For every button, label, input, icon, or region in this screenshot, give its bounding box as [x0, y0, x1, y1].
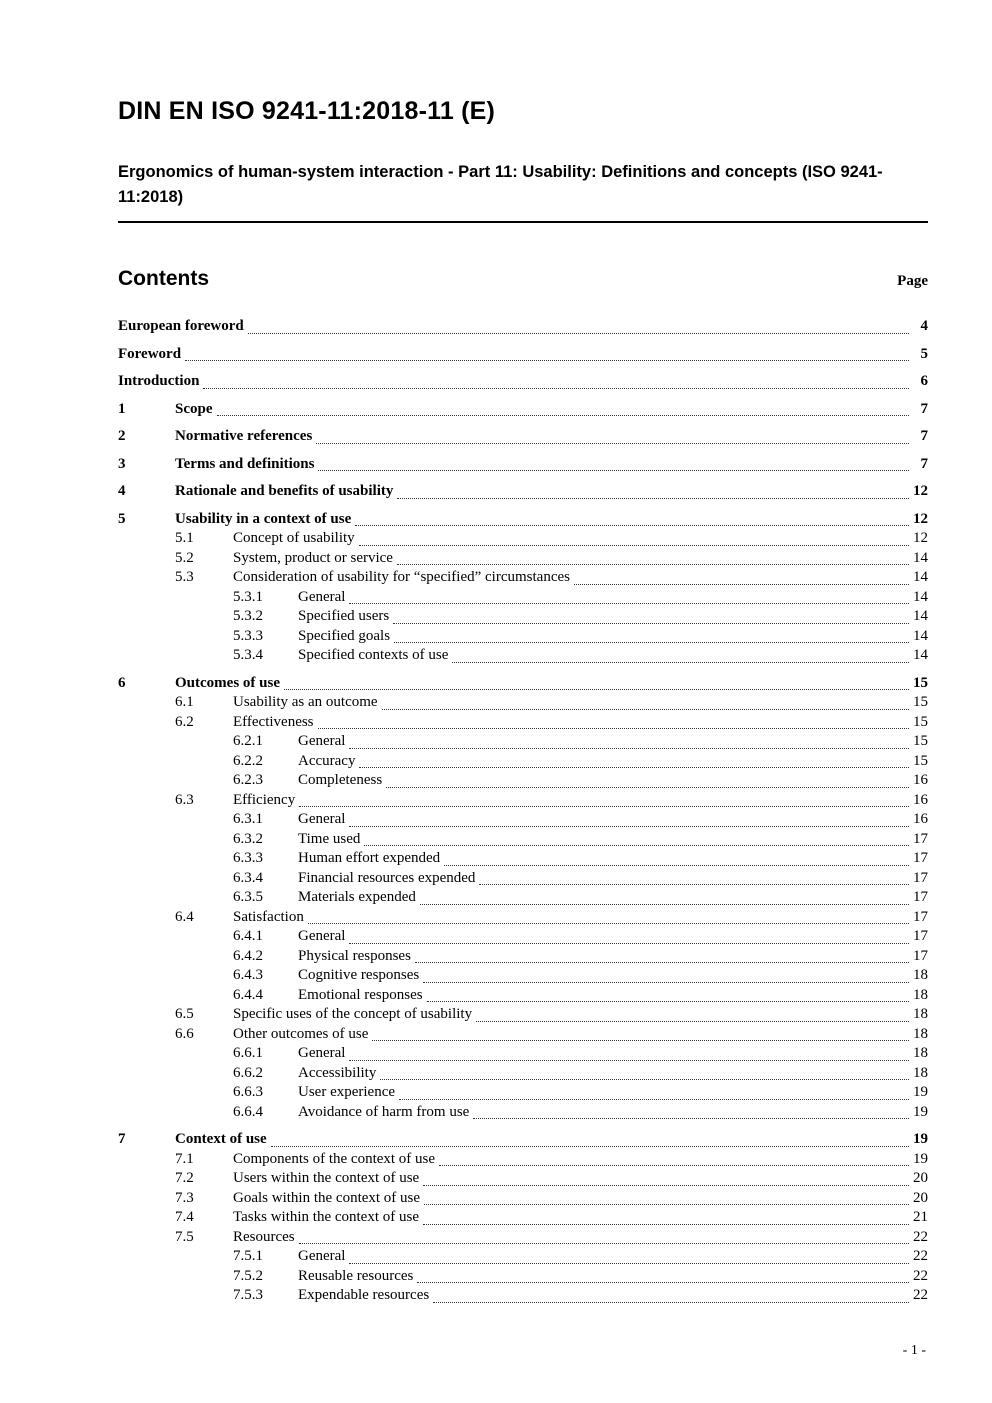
toc-entry-label: Specified users	[298, 608, 390, 624]
toc-entry	[118, 455, 928, 475]
toc-entry-label: Materials expended	[298, 889, 416, 905]
toc-entry	[118, 1247, 928, 1267]
toc-entry-label: Consideration of usability for “specified” circumstances	[233, 569, 570, 585]
toc-entry	[118, 427, 928, 447]
toc-entry-number: 6.3.3	[233, 850, 263, 866]
toc-entry-page: 7	[920, 400, 928, 417]
toc-entry-page: 19	[913, 1084, 928, 1100]
toc-dot-leader	[372, 1025, 909, 1042]
toc-dot-leader	[349, 810, 909, 827]
toc-entry-page: 18	[913, 1025, 928, 1042]
toc-entry-number: 6.2	[175, 713, 194, 730]
toc-entry-number: 6.4.1	[233, 928, 263, 944]
toc-entry-label: Introduction	[118, 373, 200, 389]
toc-entry-page: 14	[913, 608, 928, 624]
toc-entry-page: 22	[913, 1248, 928, 1264]
toc-entry	[118, 986, 928, 1006]
toc-entry-number: 2	[118, 428, 126, 444]
toc-entry-page: 17	[913, 928, 928, 944]
toc-entry-label: General	[298, 811, 346, 827]
toc-entry-number: 6.6.4	[233, 1103, 263, 1120]
toc-entry	[118, 732, 928, 752]
toc-dot-leader	[364, 830, 909, 847]
toc-dot-leader	[349, 588, 909, 605]
toc-entry-page: 21	[913, 1209, 928, 1225]
toc-entry	[118, 1150, 928, 1170]
toc-entry	[118, 1189, 928, 1209]
toc-entry-number: 7.5.1	[233, 1248, 263, 1264]
toc-dot-leader	[349, 732, 909, 749]
toc-entry	[118, 1208, 928, 1228]
toc-entry	[118, 549, 928, 569]
toc-entry-page: 17	[913, 889, 928, 905]
toc-entry-page: 18	[913, 986, 928, 1003]
toc-entry-number: 7.2	[175, 1170, 194, 1186]
toc-dot-leader	[433, 1286, 909, 1303]
toc-entry-label: Components of the context of use	[233, 1150, 436, 1167]
toc-dot-leader	[393, 607, 909, 624]
toc-dot-leader	[386, 771, 909, 788]
toc-entry-page: 14	[913, 588, 928, 605]
toc-entry-page: 15	[913, 674, 928, 691]
toc-dot-leader	[423, 966, 909, 983]
toc-entry-page: 15	[913, 752, 928, 769]
toc-entry-label: Scope	[175, 400, 213, 417]
toc-entry-number: 6.3.1	[233, 811, 263, 827]
toc-entry-page: 6	[920, 373, 928, 389]
toc-entry	[118, 510, 928, 530]
toc-dot-leader	[359, 529, 909, 546]
toc-dot-leader	[444, 849, 909, 866]
toc-entry	[118, 752, 928, 772]
toc-entry-number: 6.3.5	[233, 889, 263, 905]
toc-entry-number: 6.4.2	[233, 947, 263, 964]
toc-entry-label: Efficiency	[233, 791, 296, 808]
toc-entry-number: 6.4.4	[233, 986, 263, 1003]
toc-dot-leader	[420, 888, 909, 905]
toc-entry	[118, 771, 928, 791]
toc-entry	[118, 1130, 928, 1150]
toc-entry-label: Outcomes of use	[175, 674, 280, 691]
toc-entry	[118, 345, 928, 365]
toc-entry	[118, 1005, 928, 1025]
toc-entry-page: 22	[913, 1267, 928, 1284]
toc-entry-label: Completeness	[298, 772, 383, 788]
document-title: Ergonomics of human-system interaction - Part 11: Usability: Definitions and concepts (ISO 9241-11:2018)	[118, 163, 883, 206]
toc-dot-leader	[271, 1130, 909, 1147]
toc-entry-label: Foreword	[118, 345, 182, 362]
toc-entry-page: 4	[920, 318, 928, 334]
toc-entry	[118, 317, 928, 337]
toc-entry-page: 14	[913, 549, 928, 566]
toc-entry-page: 17	[913, 908, 928, 925]
toc-entry-page: 15	[913, 694, 928, 710]
toc-entry-label: Physical responses	[298, 947, 411, 964]
toc-entry	[118, 1286, 928, 1306]
toc-entry-label: Goals within the context of use	[233, 1189, 421, 1206]
toc-entry-number: 3	[118, 455, 126, 472]
toc-entry	[118, 791, 928, 811]
toc-entry	[118, 568, 928, 588]
toc-entry	[118, 693, 928, 713]
toc-dot-leader	[299, 1228, 909, 1245]
toc-entry-page: 12	[913, 530, 928, 546]
toc-entry-page: 18	[913, 1064, 928, 1081]
toc-entry-label: General	[298, 588, 346, 605]
toc-entry-number: 6	[118, 674, 126, 691]
toc-entry	[118, 607, 928, 627]
toc-entry-page: 17	[913, 850, 928, 866]
toc-entry	[118, 869, 928, 889]
toc-entry	[118, 966, 928, 986]
toc-entry-number: 6.2.2	[233, 752, 263, 769]
toc-entry-page: 5	[920, 345, 928, 362]
toc-entry-number: 6.3	[175, 791, 194, 808]
toc-entry-page: 12	[913, 510, 928, 527]
toc-entry-number: 5.3	[175, 569, 194, 585]
toc-entry	[118, 627, 928, 647]
toc-entry	[118, 674, 928, 694]
toc-entry-page: 17	[913, 830, 928, 847]
toc-dot-leader	[359, 752, 909, 769]
toc-entry-number: 7.5.3	[233, 1287, 263, 1303]
toc-dot-leader	[203, 372, 909, 389]
toc-entry	[118, 1044, 928, 1064]
toc-entry-number: 6.6	[175, 1025, 194, 1042]
toc-entry-page: 15	[913, 713, 928, 730]
toc-entry	[118, 849, 928, 869]
toc-dot-leader	[382, 693, 909, 710]
toc-entry-page: 12	[913, 483, 928, 499]
toc-entry-label: Time used	[298, 830, 361, 847]
toc-entry-label: Rationale and benefits of usability	[175, 483, 394, 499]
toc-entry-page: 16	[913, 772, 928, 788]
toc-entry-label: Reusable resources	[298, 1267, 414, 1284]
toc-entry	[118, 888, 928, 908]
toc-entry-label: Specified goals	[298, 627, 391, 644]
toc-entry-label: Cognitive responses	[298, 967, 420, 983]
toc-entry-label: Context of use	[175, 1131, 267, 1147]
toc-dot-leader	[397, 549, 909, 566]
toc-entry-label: Avoidance of harm from use	[298, 1103, 470, 1120]
toc-entry-page: 18	[913, 1006, 928, 1022]
toc-entry-label: System, product or service	[233, 549, 393, 566]
toc-entry-label: Accessibility	[298, 1064, 377, 1081]
toc-entry	[118, 713, 928, 733]
toc-entry-label: General	[298, 928, 346, 944]
toc-entry-label: Specific uses of the concept of usability	[233, 1006, 473, 1022]
toc-entry-number: 6.6.2	[233, 1064, 263, 1081]
toc-entry	[118, 529, 928, 549]
toc-entry-label: Expendable resources	[298, 1287, 430, 1303]
toc-entry	[118, 372, 928, 392]
toc-entry	[118, 947, 928, 967]
toc-entry-number: 7.1	[175, 1150, 194, 1167]
toc-entry-label: Users within the context of use	[233, 1170, 420, 1186]
toc-entry-label: Terms and definitions	[175, 455, 315, 472]
toc-entry	[118, 1267, 928, 1287]
toc-dot-leader	[349, 927, 909, 944]
toc-entry-number: 7	[118, 1131, 126, 1147]
toc-entry-label: General	[298, 733, 346, 749]
toc-entry-page: 14	[913, 569, 928, 585]
toc-entry-page: 22	[913, 1287, 928, 1303]
toc-entry-number: 6.2.3	[233, 772, 263, 788]
toc-dot-leader	[380, 1064, 909, 1081]
toc-entry-label: Other outcomes of use	[233, 1025, 369, 1042]
toc-entry-page: 7	[920, 428, 928, 444]
toc-entry-number: 5.3.4	[233, 647, 263, 663]
toc-entry-page: 15	[913, 733, 928, 749]
toc-entry-number: 6.4.3	[233, 967, 263, 983]
toc-entry-number: 5.2	[175, 549, 194, 566]
toc-entry	[118, 482, 928, 502]
toc-entry-page: 14	[913, 627, 928, 644]
toc-dot-leader	[185, 345, 909, 362]
toc-entry-page: 16	[913, 791, 928, 808]
contents-header	[118, 267, 928, 291]
toc-dot-leader	[452, 646, 909, 663]
toc-entry-number: 5.1	[175, 530, 194, 546]
toc-entry	[118, 1025, 928, 1045]
toc-entry-label: Normative references	[175, 428, 313, 444]
toc-entry	[118, 646, 928, 666]
toc-entry-label: Specified contexts of use	[298, 647, 449, 663]
toc-entry-number: 6.6.1	[233, 1045, 263, 1061]
toc-entry-number: 7.3	[175, 1189, 194, 1206]
toc-entry-number: 4	[118, 483, 126, 499]
toc-dot-leader	[476, 1005, 909, 1022]
toc-dot-leader	[318, 455, 909, 472]
toc-entry-page: 20	[913, 1189, 928, 1206]
toc-entry	[118, 1228, 928, 1248]
toc-entry-number: 5.3.2	[233, 608, 263, 624]
toc-entry-number: 5.3.3	[233, 627, 263, 644]
contents-heading: Contents	[118, 267, 209, 290]
toc-dot-leader	[355, 510, 909, 527]
toc-entry	[118, 1064, 928, 1084]
toc-entry-label: Usability in a context of use	[175, 510, 352, 527]
toc-entry-page: 19	[913, 1131, 928, 1147]
toc-entry	[118, 400, 928, 420]
toc-entry-label: Resources	[233, 1228, 295, 1245]
toc-entry-number: 6.3.2	[233, 830, 263, 847]
toc-entry-page: 19	[913, 1103, 928, 1120]
toc-entry-label: Emotional responses	[298, 986, 423, 1003]
toc-entry-number: 7.5.2	[233, 1267, 263, 1284]
toc-entry-page: 17	[913, 947, 928, 964]
toc-dot-leader	[308, 908, 909, 925]
toc-entry-number: 6.6.3	[233, 1084, 263, 1100]
toc-entry-number: 5	[118, 510, 126, 527]
toc-entry-page: 17	[913, 869, 928, 886]
toc-dot-leader	[397, 482, 909, 499]
toc-entry-number: 6.2.1	[233, 733, 263, 749]
toc-entry	[118, 1169, 928, 1189]
toc-entry	[118, 1083, 928, 1103]
toc-dot-leader	[423, 1169, 909, 1186]
toc-entry-number: 1	[118, 400, 126, 417]
toc-entry-label: Tasks within the context of use	[233, 1209, 419, 1225]
toc-dot-leader	[423, 1208, 909, 1225]
toc-entry-label: Effectiveness	[233, 713, 314, 730]
toc-entry-label: European foreword	[118, 318, 244, 334]
toc-entry-page: 14	[913, 647, 928, 663]
toc-dot-leader	[316, 427, 909, 444]
toc-dot-leader	[394, 627, 909, 644]
toc	[118, 317, 928, 1306]
toc-entry-number: 6.1	[175, 694, 194, 710]
toc-dot-leader	[427, 986, 909, 1003]
toc-entry-number: 6.5	[175, 1006, 194, 1022]
toc-entry-label: Usability as an outcome	[233, 694, 378, 710]
toc-entry-page: 18	[913, 1045, 928, 1061]
toc-entry-label: Accuracy	[298, 752, 356, 769]
toc-entry-page: 16	[913, 811, 928, 827]
toc-dot-leader	[349, 1044, 909, 1061]
toc-dot-leader	[417, 1267, 909, 1284]
toc-dot-leader	[424, 1189, 909, 1206]
toc-entry-page: 18	[913, 967, 928, 983]
toc-entry-page: 22	[913, 1228, 928, 1245]
toc-dot-leader	[574, 568, 909, 585]
toc-entry-label: Concept of usability	[233, 530, 355, 546]
toc-entry-label: User experience	[298, 1084, 396, 1100]
page-number-footer: - 1 -	[902, 1343, 926, 1358]
toc-entry-number: 6.3.4	[233, 869, 263, 886]
toc-dot-leader	[248, 317, 909, 334]
toc-entry-label: Human effort expended	[298, 850, 441, 866]
toc-dot-leader	[439, 1150, 909, 1167]
toc-dot-leader	[349, 1247, 909, 1264]
toc-entry-page: 20	[913, 1170, 928, 1186]
toc-entry	[118, 1103, 928, 1123]
toc-dot-leader	[479, 869, 909, 886]
toc-entry-number: 6.4	[175, 908, 194, 925]
toc-entry	[118, 810, 928, 830]
toc-dot-leader	[473, 1103, 909, 1120]
toc-dot-leader	[399, 1083, 909, 1100]
toc-entry	[118, 830, 928, 850]
toc-entry-label: General	[298, 1248, 346, 1264]
toc-entry-number: 5.3.1	[233, 588, 263, 605]
toc-entry-page: 7	[920, 455, 928, 472]
toc-entry-number: 7.4	[175, 1209, 194, 1225]
toc-entry	[118, 908, 928, 928]
toc-entry	[118, 927, 928, 947]
page-column-label: Page	[897, 273, 928, 289]
toc-dot-leader	[217, 400, 910, 417]
document-id: DIN EN ISO 9241-11:2018-11 (E)	[118, 97, 496, 125]
toc-entry-page: 19	[913, 1150, 928, 1167]
document-title-block	[118, 160, 928, 223]
toc-entry-label: General	[298, 1045, 346, 1061]
toc-dot-leader	[299, 791, 909, 808]
toc-dot-leader	[415, 947, 909, 964]
toc-entry-label: Financial resources expended	[298, 869, 476, 886]
toc-entry	[118, 588, 928, 608]
toc-entry-label: Satisfaction	[233, 908, 304, 925]
toc-dot-leader	[318, 713, 909, 730]
toc-dot-leader	[284, 674, 909, 691]
toc-entry-number: 7.5	[175, 1228, 194, 1245]
